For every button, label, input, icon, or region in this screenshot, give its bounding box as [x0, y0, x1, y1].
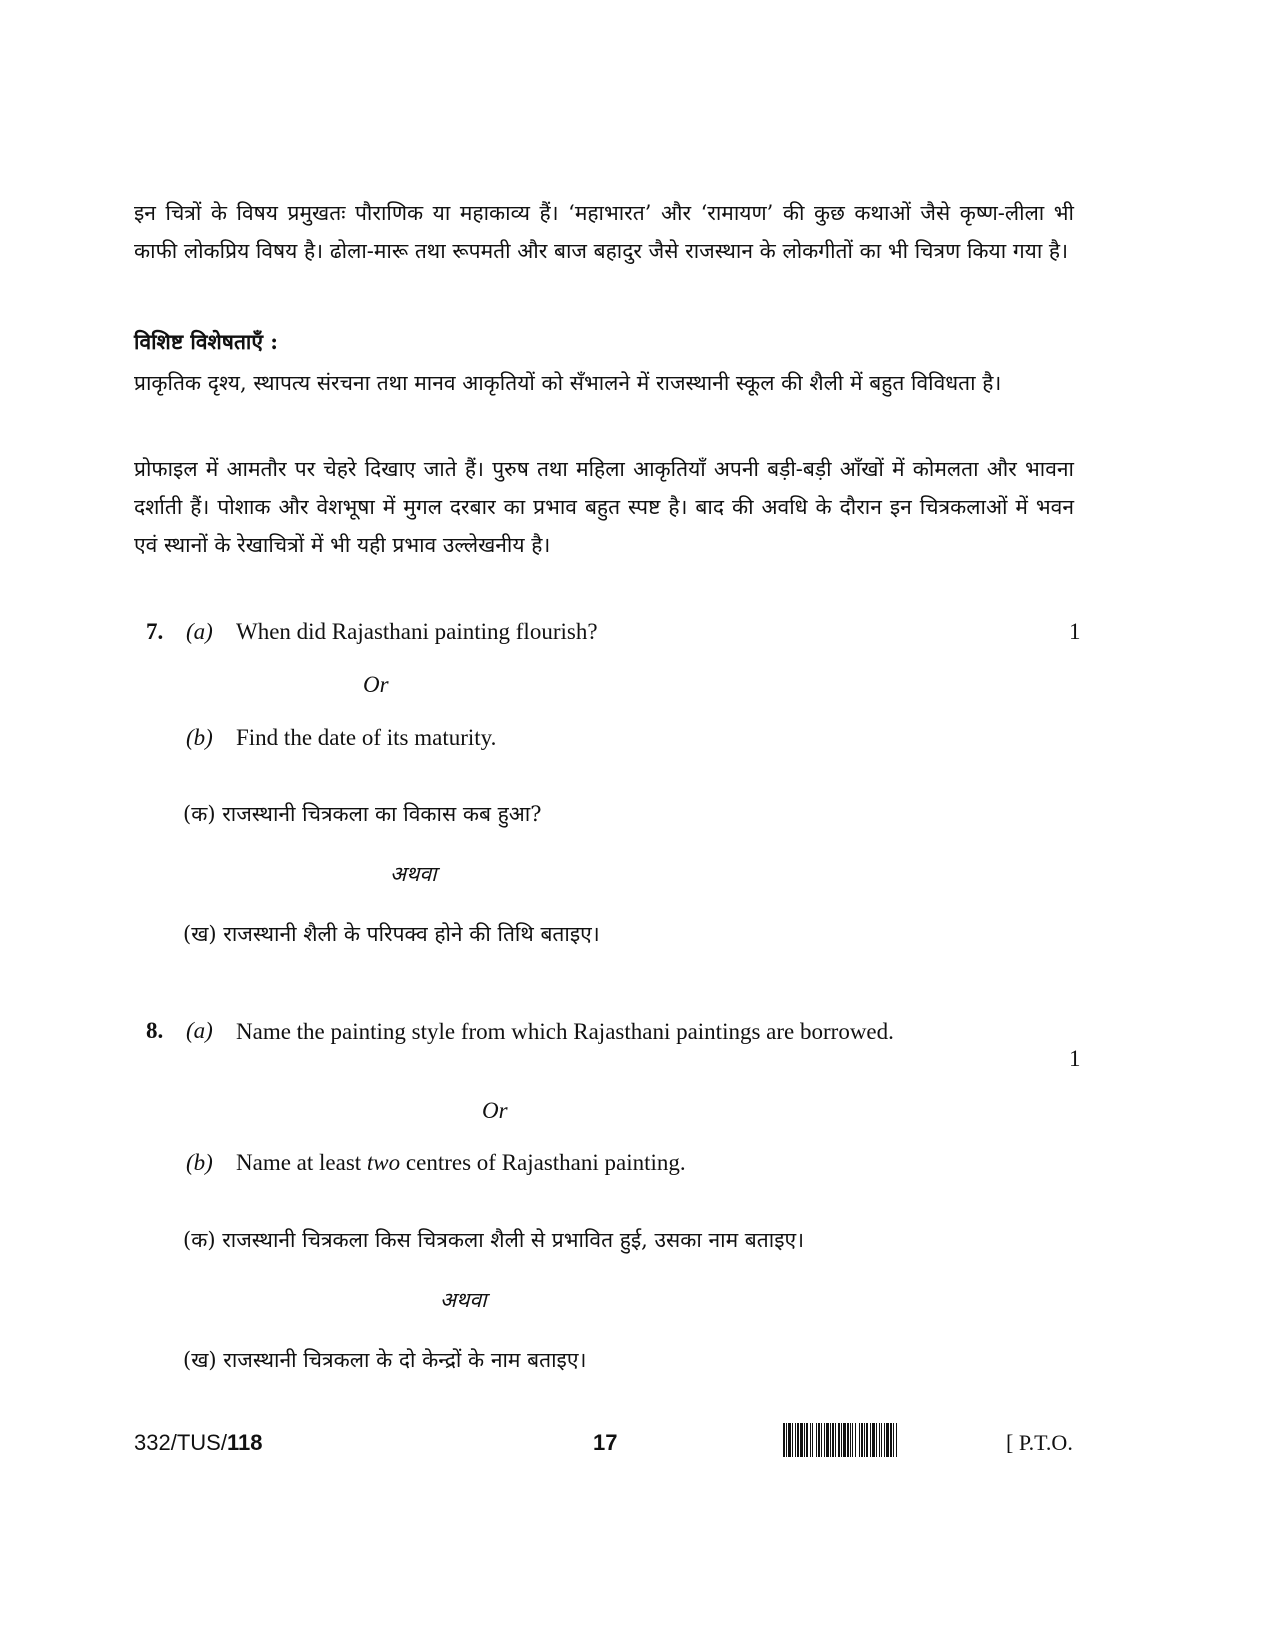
features-paragraph-1: प्राकृतिक दृश्य, स्थापत्य संरचना तथा मानव आकृतियों को सँभालने में राजस्थानी स्कूल की शैली में बहुत विविधता है।	[134, 371, 1002, 395]
question-number: 7.	[146, 619, 164, 644]
marks: 1	[1069, 1046, 1081, 1071]
paper-code: 332/TUS/118	[134, 1430, 263, 1455]
question-text-a: Name the painting style from which Rajasthani paintings are borrowed.	[236, 1019, 894, 1044]
hindi-question-a: (क) राजस्थानी चित्रकला का विकास कब हुआ?	[183, 802, 542, 826]
barcode	[783, 1423, 1031, 1457]
marks: 1	[1069, 619, 1081, 644]
sub-label-b: (b)	[186, 1150, 213, 1175]
hindi-or-label: अथवा	[440, 1288, 487, 1312]
pto-label: [ P.T.O.	[1006, 1430, 1073, 1455]
features-paragraph-2: प्रोफाइल में आमतौर पर चेहरे दिखाए जाते हैं। पुरुष तथा महिला आकृतियाँ अपनी बड़ी-बड़ी आँखों में कोमलता और भावना दर्शाती हैं। पोशाक और वेशभूषा में मुगल दरबार का प्रभाव बहुत स्पष्ट है। बाद की अवधि के दौरान इन चित्रकलाओं में भवन एवं स्थानों के रेखाचित्रों में भी यही प्रभाव उल्लेखनीय है।	[134, 457, 1074, 557]
section-heading: विशिष्ट विशेषताएँ :	[134, 329, 279, 354]
question-number: 8.	[146, 1018, 164, 1043]
hindi-question-a: (क) राजस्थानी चित्रकला किस चित्रकला शैली से प्रभावित हुई, उसका नाम बताइए।	[183, 1228, 805, 1252]
hindi-question-b: (ख) राजस्थानी चित्रकला के दो केन्द्रों के नाम बताइए।	[183, 1348, 587, 1372]
question-text-a: When did Rajasthani painting flourish?	[236, 619, 598, 644]
or-label: Or	[482, 1098, 508, 1123]
page-number: 17	[593, 1430, 618, 1455]
or-label: Or	[363, 672, 389, 697]
intro-paragraph: इन चित्रों के विषय प्रमुखतः पौराणिक या महाकाव्य हैं। ‘महाभारत’ और ‘रामायण’ की कुछ कथाओं जैसे कृष्ण-लीला भी काफी लोकप्रिय विषय है। ढोला-मारू तथा रूपमती और बाज बहादुर जैसे राजस्थान के लोकगीतों का भी चित्रण किया गया है।	[134, 201, 1074, 263]
sub-label-b: (b)	[186, 725, 213, 750]
sub-label-a: (a)	[186, 1018, 213, 1043]
question-text-b: Name at least two centres of Rajasthani painting.	[236, 1150, 686, 1175]
question-text-b: Find the date of its maturity.	[236, 725, 497, 750]
hindi-or-label: अथवा	[390, 862, 437, 886]
sub-label-a: (a)	[186, 619, 213, 644]
hindi-question-b: (ख) राजस्थानी शैली के परिपक्व होने की तिथि बताइए।	[183, 922, 600, 946]
